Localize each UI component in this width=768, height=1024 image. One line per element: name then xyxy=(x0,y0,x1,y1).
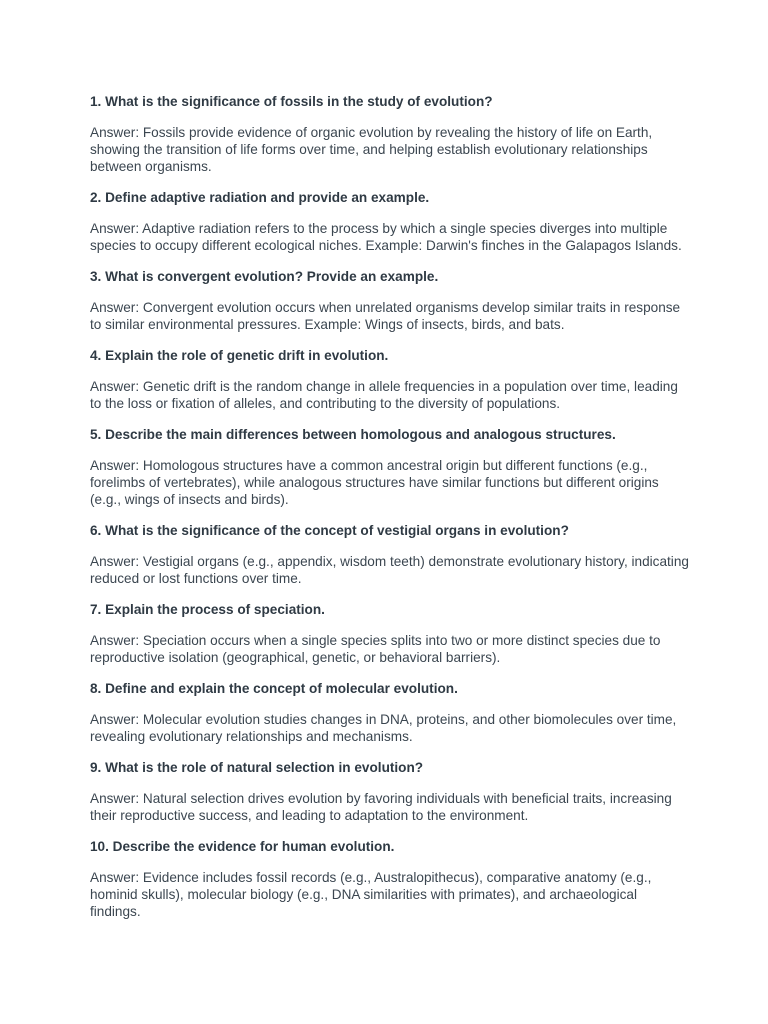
qa-item-7 xyxy=(90,601,690,666)
question-8: 8. Define and explain the concept of molecular evolution. xyxy=(90,681,458,696)
answer-6: Answer: Vestigial organs (e.g., appendix, wisdom teeth) demonstrate evolutionary history, indicating reduced or lost functions over time. xyxy=(90,554,689,586)
qa-item-10 xyxy=(90,838,690,920)
question-3: 3. What is convergent evolution? Provide an example. xyxy=(90,269,439,284)
qa-item-6 xyxy=(90,522,690,587)
answer-5: Answer: Homologous structures have a common ancestral origin but different functions (e.g., forelimbs of vertebrates), while analogous structures have similar functions but different origins (e.g., wings of insects and birds). xyxy=(90,458,659,507)
question-6: 6. What is the significance of the concept of vestigial organs in evolution? xyxy=(90,523,569,538)
answer-7: Answer: Speciation occurs when a single species splits into two or more distinct species due to reproductive isolation (geographical, genetic, or behavioral barriers). xyxy=(90,633,661,665)
answer-9: Answer: Natural selection drives evolution by favoring individuals with beneficial traits, increasing their reproductive success, and leading to adaptation to the environment. xyxy=(90,791,672,823)
question-4: 4. Explain the role of genetic drift in evolution. xyxy=(90,348,389,363)
qa-item-9 xyxy=(90,759,690,824)
document-page xyxy=(90,93,690,934)
answer-10: Answer: Evidence includes fossil records (e.g., Australopithecus), comparative anatomy (e.g., hominid skulls), molecular biology (e.g., DNA similarities with primates), and archaeological findings. xyxy=(90,870,652,919)
question-2: 2. Define adaptive radiation and provide an example. xyxy=(90,190,430,205)
question-1: 1. What is the significance of fossils in the study of evolution? xyxy=(90,94,493,109)
qa-item-2 xyxy=(90,189,690,254)
qa-item-8 xyxy=(90,680,690,745)
question-5: 5. Describe the main differences between homologous and analogous structures. xyxy=(90,427,616,442)
qa-item-3 xyxy=(90,268,690,333)
qa-item-5 xyxy=(90,426,690,508)
qa-item-4 xyxy=(90,347,690,412)
answer-8: Answer: Molecular evolution studies changes in DNA, proteins, and other biomolecules over time, revealing evolutionary relationships and mechanisms. xyxy=(90,712,677,744)
qa-item-1 xyxy=(90,93,690,175)
answer-4: Answer: Genetic drift is the random change in allele frequencies in a population over time, leading to the loss or fixation of alleles, and contributing to the diversity of populations. xyxy=(90,379,678,411)
answer-3: Answer: Convergent evolution occurs when unrelated organisms develop similar traits in response to similar environmental pressures. Example: Wings of insects, birds, and bats. xyxy=(90,300,681,332)
question-9: 9. What is the role of natural selection in evolution? xyxy=(90,760,424,775)
answer-2: Answer: Adaptive radiation refers to the process by which a single species diverges into multiple species to occupy different ecological niches. Example: Darwin's finches in the Galapagos Islands. xyxy=(90,221,682,253)
answer-1: Answer: Fossils provide evidence of organic evolution by revealing the history of life on Earth, showing the transition of life forms over time, and helping establish evolutionary relationships between organisms. xyxy=(90,125,653,174)
question-7: 7. Explain the process of speciation. xyxy=(90,602,325,617)
question-10: 10. Describe the evidence for human evolution. xyxy=(90,839,395,854)
